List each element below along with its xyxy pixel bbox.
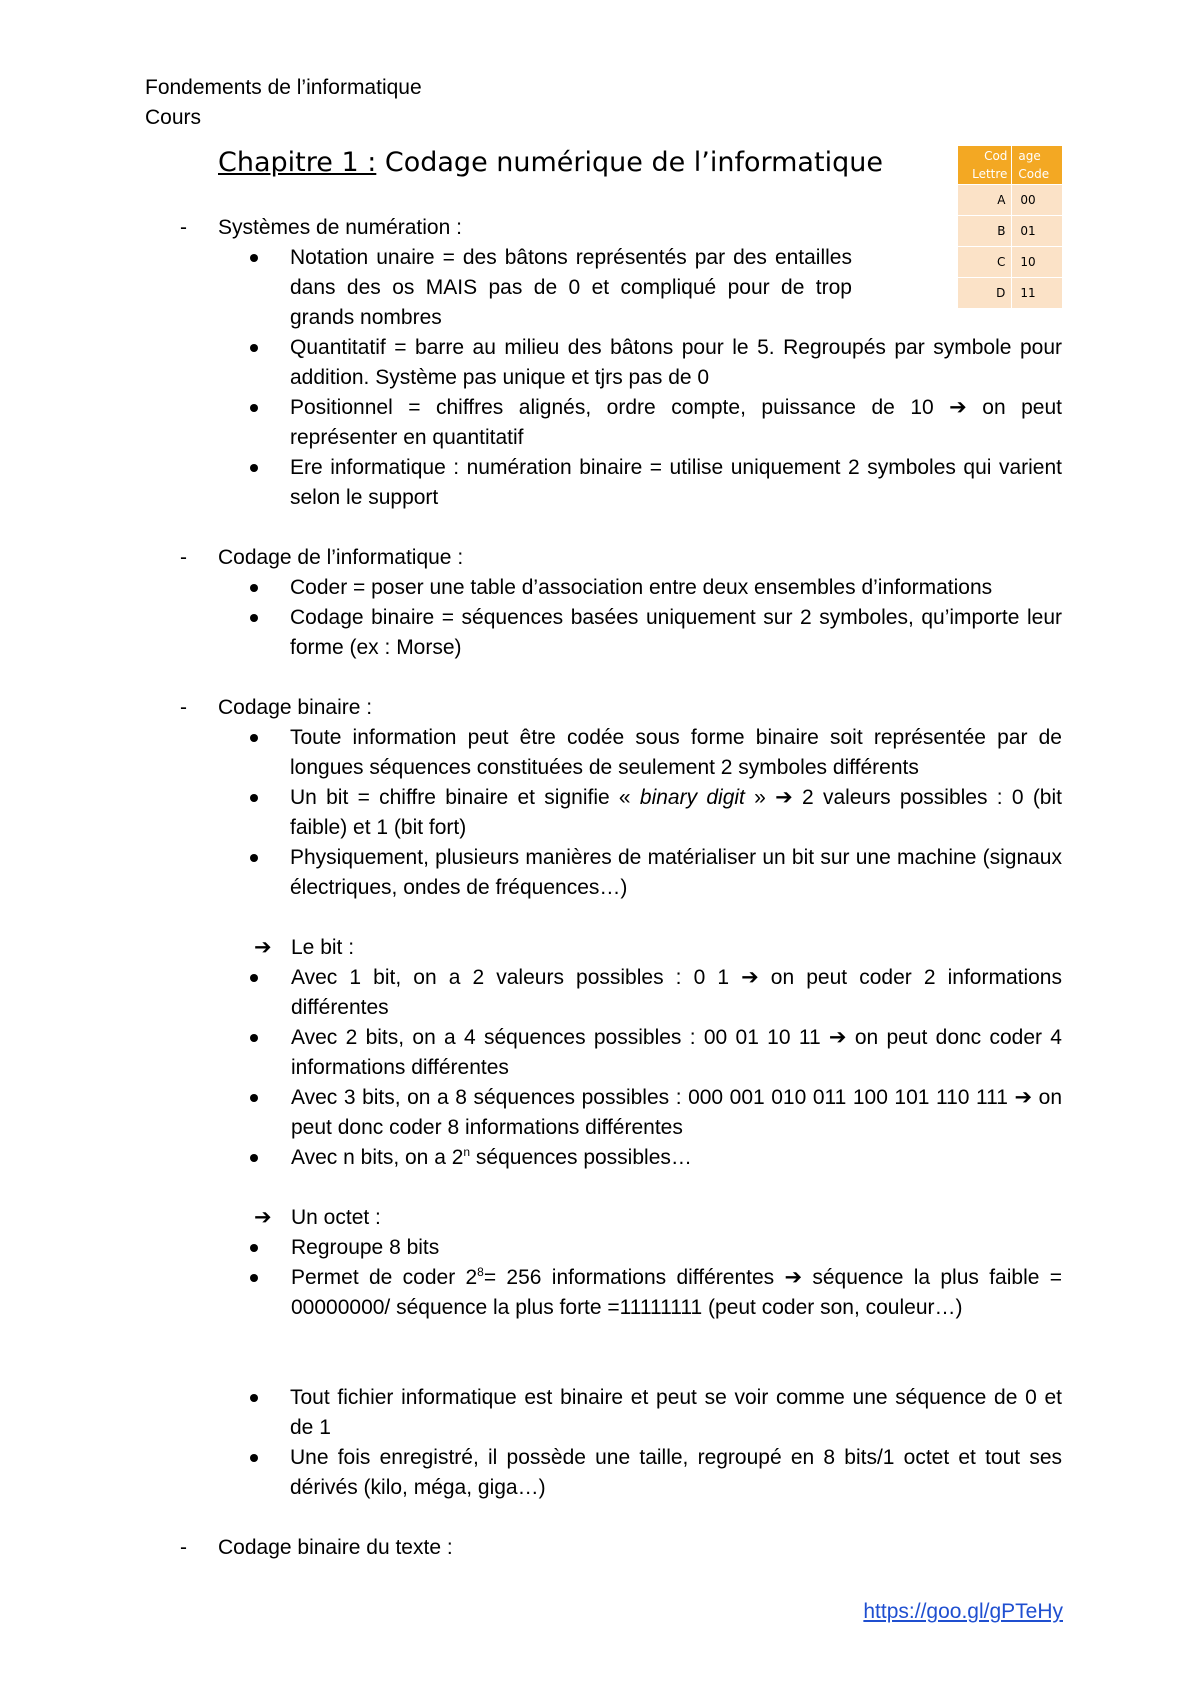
binary-digit-term: binary digit xyxy=(639,786,745,809)
section-heading: Systèmes de numération : xyxy=(218,216,462,239)
table-cell-code: 10 xyxy=(1012,246,1062,277)
bullet-icon xyxy=(250,854,258,862)
bullet-icon xyxy=(250,1274,258,1282)
course-name: Fondements de l’informatique xyxy=(145,76,422,99)
table-cell-letter: B xyxy=(958,215,1012,246)
list-item: Avec 1 bit, on a 2 valeurs possibles : 0 1 ➔ on peut coder 2 informations différentes xyxy=(218,963,1062,1023)
document-type: Cours xyxy=(145,106,202,129)
list-item: Toute information peut être codée sous forme binaire soit représentée par de longues séquences constituées de seulement 2 symboles différents xyxy=(218,723,1062,783)
list-item: Tout fichier informatique est binaire et peut se voir comme une séquence de 0 et de 1 xyxy=(218,1383,1062,1443)
bullet-icon xyxy=(250,734,258,742)
bullet-icon xyxy=(250,1094,258,1102)
bullet-icon xyxy=(250,254,258,262)
list-item: Un bit = chiffre binaire et signifie « binary digit » ➔ 2 valeurs possibles : 0 (bit faible) et 1 (bit fort) xyxy=(218,783,1062,843)
bullet-icon xyxy=(250,344,258,352)
bullet-icon xyxy=(250,1394,258,1402)
section-heading: Codage de l’informatique : xyxy=(218,546,464,569)
code-table-header-code: age Code xyxy=(1012,146,1062,184)
code-table-header-letter: Cod Lettre xyxy=(958,146,1012,184)
subsection-le-bit xyxy=(218,933,1062,963)
bullet-icon xyxy=(250,1454,258,1462)
table-cell-letter: A xyxy=(958,184,1012,215)
arrow-icon: ➔ xyxy=(254,1206,272,1229)
list-item: Permet de coder $2^8= 256$ informations différentes ➔ séquence la plus faible = 00000000/ séquence la plus forte =11111111 (peut coder son, couleur…) xyxy=(218,1263,1062,1323)
section-codage-informatique xyxy=(180,543,1062,663)
section-codage-binaire xyxy=(180,693,1062,1503)
table-cell-letter: C xyxy=(958,246,1012,277)
list-item: Codage binaire = séquences basées uniquement sur 2 symboles, qu’importe leur forme (ex : Morse) xyxy=(218,603,1062,663)
subsection-octet xyxy=(218,1203,1062,1233)
list-item: Une fois enregistré, il possède une taille, regroupé en 8 bits/1 octet et tout ses dérivés (kilo, méga, giga…) xyxy=(218,1443,1062,1503)
section-heading: Codage binaire : xyxy=(218,696,373,719)
arrow-icon: ➔ xyxy=(254,936,272,959)
list-item: Positionnel = chiffres alignés, ordre compte, puissance de 10 ➔ on peut représenter en quantitatif xyxy=(218,393,1062,453)
chapter-name: Codage numérique de l’informatique xyxy=(376,147,883,178)
bullet-icon xyxy=(250,794,258,802)
list-item: Notation unaire = des bâtons représentés par des entailles dans des os MAIS pas de 0 et compliqué pour de trop grands nombres xyxy=(218,243,1062,333)
arrow-icon: ➔ xyxy=(775,786,793,809)
table-cell-letter: D xyxy=(958,277,1012,308)
bullet-icon xyxy=(250,1244,258,1252)
bullet-icon xyxy=(250,974,258,982)
table-row xyxy=(958,184,1062,215)
bullet-list xyxy=(218,963,1062,1173)
section-numeration xyxy=(180,213,1062,513)
document-body xyxy=(180,213,1062,1563)
bullet-icon xyxy=(250,1154,258,1162)
list-item: Coder = poser une table d’association entre deux ensembles d’informations xyxy=(218,573,1062,603)
list-item: Avec n bits, on a 2$^n$ séquences possibles… xyxy=(218,1143,1062,1173)
section-heading: Codage binaire du texte : xyxy=(218,1536,453,1559)
footer-link[interactable]: https://goo.gl/gPTeHy xyxy=(863,1600,1063,1623)
table-cell-code: 01 xyxy=(1012,215,1062,246)
subsection-heading: Le bit : xyxy=(291,936,355,959)
dash-marker: - xyxy=(180,1536,187,1559)
bullet-list xyxy=(218,243,1062,513)
bullet-list xyxy=(218,573,1062,663)
list-item: Ere informatique : numération binaire = utilise uniquement 2 symboles qui varient selon le support xyxy=(218,453,1062,513)
section-codage-texte xyxy=(180,1533,1062,1563)
bullet-icon xyxy=(250,404,258,412)
subsection-heading: Un octet : xyxy=(291,1206,381,1229)
list-item: Avec 2 bits, on a 4 séquences possibles : 00 01 10 11 ➔ on peut donc coder 4 informations différentes xyxy=(218,1023,1062,1083)
chapter-number: Chapitre 1 : xyxy=(218,147,377,178)
dash-marker: - xyxy=(180,696,187,719)
dash-marker: - xyxy=(180,546,187,569)
dash-marker: - xyxy=(180,216,187,239)
bullet-icon xyxy=(250,1034,258,1042)
bullet-icon xyxy=(250,464,258,472)
bullet-list xyxy=(218,1233,1062,1323)
chapter-title xyxy=(218,145,883,181)
list-item: Regroupe 8 bits xyxy=(218,1233,1062,1263)
bullet-icon xyxy=(250,584,258,592)
list-item: Quantitatif = barre au milieu des bâtons pour le 5. Regroupés par symbole pour addition. Système pas unique et tjrs pas de 0 xyxy=(218,333,1062,393)
bullet-icon xyxy=(250,614,258,622)
list-item: Physiquement, plusieurs manières de matérialiser un bit sur une machine (signaux électriques, ondes de fréquences…) xyxy=(218,843,1062,903)
bullet-list xyxy=(218,1383,1062,1503)
list-item: Avec 3 bits, on a 8 séquences possibles : 000 001 010 011 100 101 110 111 ➔ on peut donc coder 8 informations différentes xyxy=(218,1083,1062,1143)
table-cell-code: 11 xyxy=(1012,277,1062,308)
bullet-list xyxy=(218,723,1062,903)
table-cell-code: 00 xyxy=(1012,184,1062,215)
page-header xyxy=(145,73,422,133)
